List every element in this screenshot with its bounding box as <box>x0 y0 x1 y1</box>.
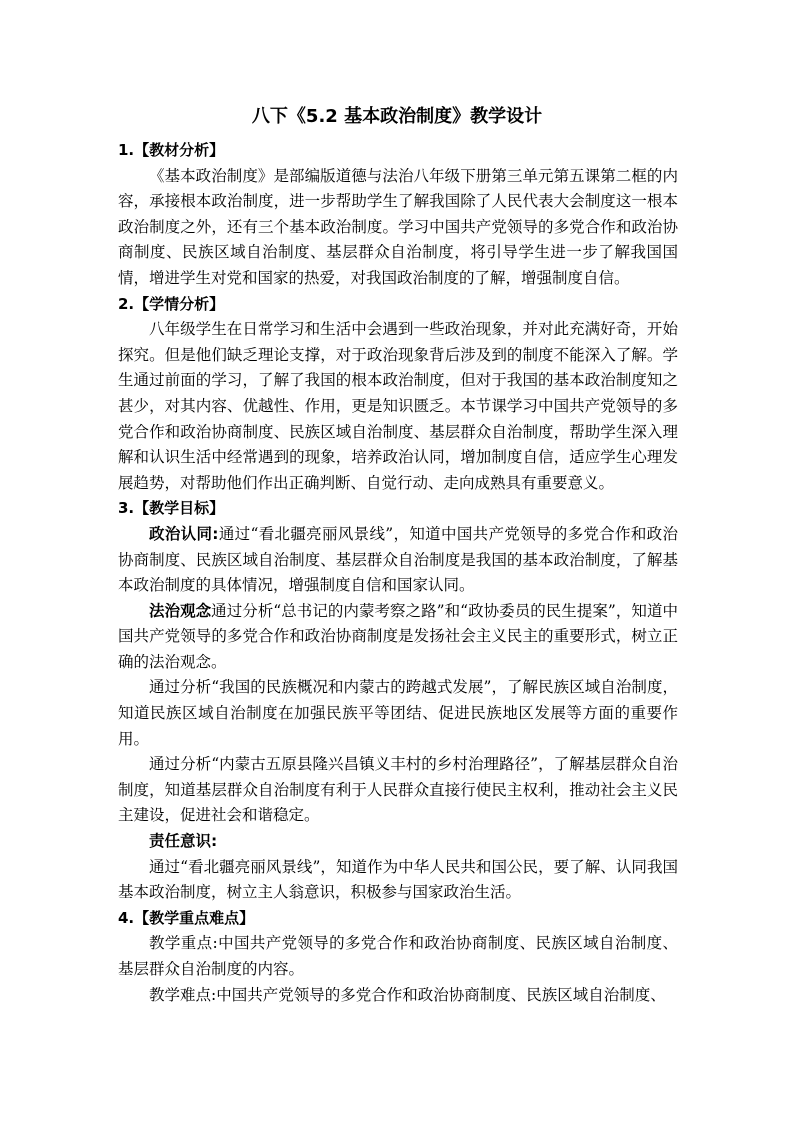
goal-responsibility-label <box>118 829 678 855</box>
goal-text: 通过“看北疆亮丽风景线”，知道中国共产党领导的多党合作和政治协商制度、民族区域自治制度、基层群众自治制度是我国的基本政治制度，了解基本政治制度的具体情况，增强制度自信和国家认同。 <box>118 524 679 595</box>
paragraph-student-analysis: 八年级学生在日常学习和生活中会遇到一些政治现象，并对此充满好奇，开始探究。但是他们缺乏理论支撑，对于政治现象背后涉及到的制度不能深入了解。学生通过前面的学习，了解了我国的根本政治制度，但对于我国的基本政治制度知之甚少，对其内容、优越性、作用，更是知识匮乏。本节课学习中国共产党领导的多党合作和政治协商制度、民族区域自治制度、基层群众自治制度，帮助学生深入理解和认识生活中经常遇到的现象，培养政治认同，增加制度自信，适应学生心理发展趋势，对帮助他们作出正确判断、自觉行动、走向成熟具有重要意义。 <box>118 320 678 492</box>
responsibility-label: 责任意识: <box>149 832 218 851</box>
goal-grassroots-autonomy <box>118 752 678 829</box>
section-heading-student-analysis: 2.【学情分析】 <box>118 294 225 313</box>
paragraph-difficulty: 教学难点:中国共产党领导的多党合作和政治协商制度、民族区域自治制度、 <box>149 985 666 1004</box>
goal-ethnic-autonomy <box>118 675 678 752</box>
goal-rule-of-law <box>118 599 678 676</box>
goal-political-identity <box>118 522 678 599</box>
section-heading-textbook-analysis: 1.【教材分析】 <box>118 141 225 159</box>
paragraph-textbook-analysis: 《基本政治制度》是部编版道德与法治八年级下册第三单元第五课第二框的内容，承接根本政治制度，进一步帮助学生了解我国除了人民代表大会制度这一根本政治制度之外，还有三个基本政治制度。学习中国共产党领导的多党合作和政治协商制度、民族区域自治制度、基层群众自治制度，将引导学生进一步了解我国国情，增进学生对党和国家的热爱，对我国政治制度的了解，增强制度自信。 <box>118 166 678 287</box>
section-heading-key-difficult-points: 4.【教学重点难点】 <box>118 908 255 927</box>
section-heading-teaching-goals: 3.【教学目标】 <box>118 499 225 518</box>
goal-responsibility-text: 通过“看北疆亮丽风景线”，知道作为中华人民共和国公民，要了解、认同我国基本政治制度，树立主人翁意识，积极参与国家政治生活。 <box>118 857 678 902</box>
document-title: 八下《5.2 基本政治制度》教学设计 <box>251 106 543 127</box>
goal-text: 通过分析“我国的民族概况和内蒙古的跨越式发展”，了解民族区域自治制度，知道民族区域自治制度在加强民族平等团结、促进民族地区发展等方面的重要作用。 <box>118 678 678 748</box>
goal-text: 通过分析“总书记的内蒙考察之路”和“政协委员的民生提案”，知道中国共产党领导的多党合作和政治协商制度是发扬社会主义民主的重要形式，树立正确的法治观念。 <box>118 601 678 671</box>
document-body <box>118 138 678 1008</box>
goal-label: 法治观念 <box>149 601 212 620</box>
goal-text: 通过分析“内蒙古五原县隆兴昌镇义丰村的乡村治理路径”，了解基层群众自治制度，知道基层群众自治制度有利于人民群众直接行使民主权利，推动社会主义民主建设，促进社会和谐稳定。 <box>118 755 678 825</box>
goal-label: 政治认同: <box>149 524 219 543</box>
paragraph-key-point: 教学重点:中国共产党领导的多党合作和政治协商制度、民族区域自治制度、基层群众自治制度的内容。 <box>118 934 678 978</box>
